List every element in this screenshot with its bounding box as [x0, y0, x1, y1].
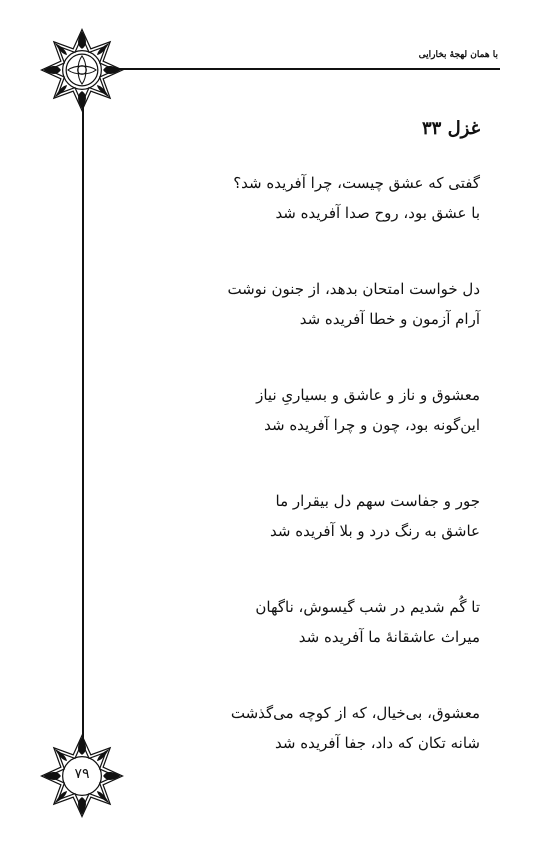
- verse-line: عاشق به رنگ درد و بلا آفریده شد: [270, 522, 480, 540]
- star-rosette-ornament-icon: [38, 26, 126, 114]
- verse-line: تا گُم شدیم در شب گیسوش، ناگهان: [255, 598, 480, 616]
- margin-vertical-rule: [82, 95, 84, 745]
- stanza: [100, 698, 480, 758]
- page-number: ۷۹: [74, 766, 90, 782]
- running-header-title: با همان لهجهٔ بخارایی: [418, 50, 498, 60]
- verse-line: میراث عاشقانهٔ ما آفریده شد: [298, 628, 480, 646]
- stanza: [100, 486, 480, 546]
- stanza: [100, 168, 480, 228]
- verse-line: جور و جفاست سهم دل بیقرار ما: [275, 492, 480, 510]
- stanza: [100, 274, 480, 334]
- header-horizontal-rule: [110, 68, 500, 70]
- verse-line: معشوق، بی‌خیال، که از کوچه می‌گذشت: [230, 704, 480, 722]
- poem-title: غزل ۳۳: [421, 118, 480, 139]
- verse-line: گفتی که عشق چیست، چرا آفریده شد؟: [233, 174, 480, 192]
- verse-line: آرام آزمون و خطا آفریده شد: [299, 310, 480, 328]
- verse-line: با عشق بود، روح صدا آفریده شد: [275, 204, 480, 222]
- verse-line: این‌گونه بود، چون و چرا آفریده شد: [264, 416, 480, 434]
- verse-line: شانه تکان که داد، جفا آفریده شد: [275, 734, 480, 752]
- poem-body: [100, 168, 480, 804]
- stanza: [100, 592, 480, 652]
- stanza: [100, 380, 480, 440]
- verse-line: معشوق و ناز و عاشق و بسیاریِ نیاز: [256, 386, 480, 404]
- verse-line: دل خواست امتحان بدهد، از جنون نوشت: [227, 280, 480, 298]
